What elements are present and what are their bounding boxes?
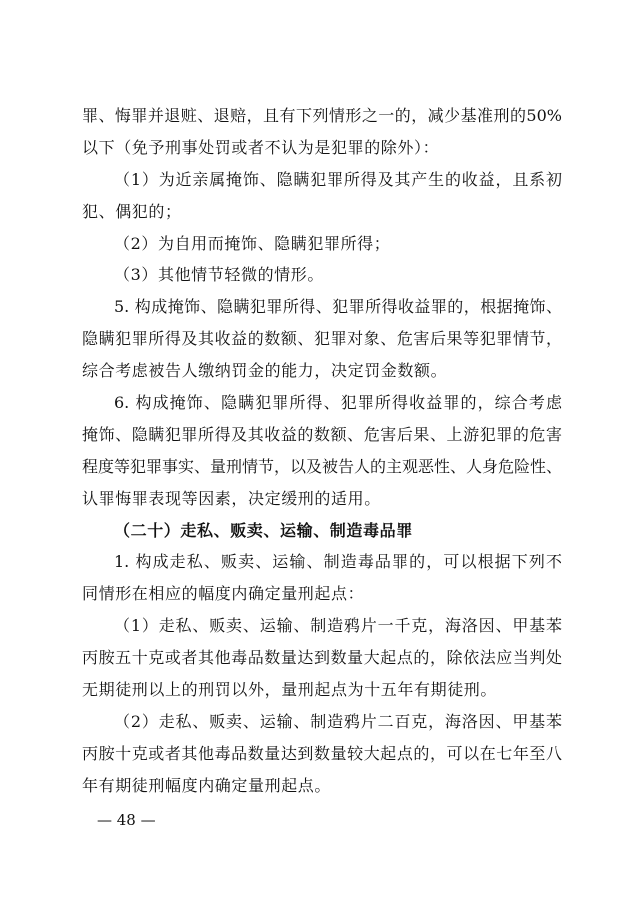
- text-line: （1）走私、贩卖、运输、制造鸦片一千克，海洛因、甲基苯: [114, 616, 562, 636]
- text-line: 以下（免予刑事处罚或者不认为是犯罪的除外）：: [82, 137, 440, 157]
- text-line: 同情形在相应的幅度内确定量刑起点：: [82, 584, 365, 604]
- section-heading: （二十）走私、贩卖、运输、制造毒品罪: [114, 520, 413, 540]
- text-line: 丙胺五十克或者其他毒品数量达到数量大起点的，除依法应当判处: [82, 648, 562, 668]
- text-line: （3）其他情节轻微的情形。: [114, 265, 324, 285]
- body-text: [82, 100, 562, 802]
- text-line: （2）走私、贩卖、运输、制造鸦片二百克，海洛因、甲基苯: [114, 711, 562, 731]
- text-line: 6. 构成掩饰、隐瞒犯罪所得、犯罪所得收益罪的，综合考虑: [114, 393, 562, 413]
- page-number: — 48 —: [97, 811, 156, 829]
- text-line: 隐瞒犯罪所得及其收益的数额、犯罪对象、危害后果等犯罪情节，: [82, 329, 562, 349]
- text-line: （1）为近亲属掩饰、隐瞒犯罪所得及其产生的收益，且系初: [114, 169, 562, 189]
- text-line: （2）为自用而掩饰、隐瞒犯罪所得；: [114, 233, 391, 253]
- text-line: 5. 构成掩饰、隐瞒犯罪所得、犯罪所得收益罪的，根据掩饰、: [114, 297, 562, 317]
- text-line: 无期徒刑以上的刑罚以外，量刑起点为十五年有期徒刑。: [82, 680, 498, 700]
- text-line: 程度等犯罪事实、量刑情节，以及被告人的主观恶性、人身危险性、: [82, 456, 563, 476]
- text-line: 认罪悔罪表现等因素，决定缓刑的适用。: [82, 488, 381, 508]
- text-line: 丙胺十克或者其他毒品数量达到数量较大起点的，可以在七年至八: [82, 743, 562, 763]
- text-line: 综合考虑被告人缴纳罚金的能力，决定罚金数额。: [82, 361, 448, 381]
- text-line: 年有期徒刑幅度内确定量刑起点。: [82, 775, 332, 795]
- text-line: 掩饰、隐瞒犯罪所得及其收益的数额、危害后果、上游犯罪的危害: [82, 424, 562, 444]
- text-line: 罪、悔罪并退赃、退赔，且有下列情形之一的，减少基准刑的50%: [82, 106, 562, 125]
- text-line: 犯、偶犯的；: [82, 201, 182, 221]
- text-line: 1. 构成走私、贩卖、运输、制造毒品罪的，可以根据下列不: [114, 552, 562, 572]
